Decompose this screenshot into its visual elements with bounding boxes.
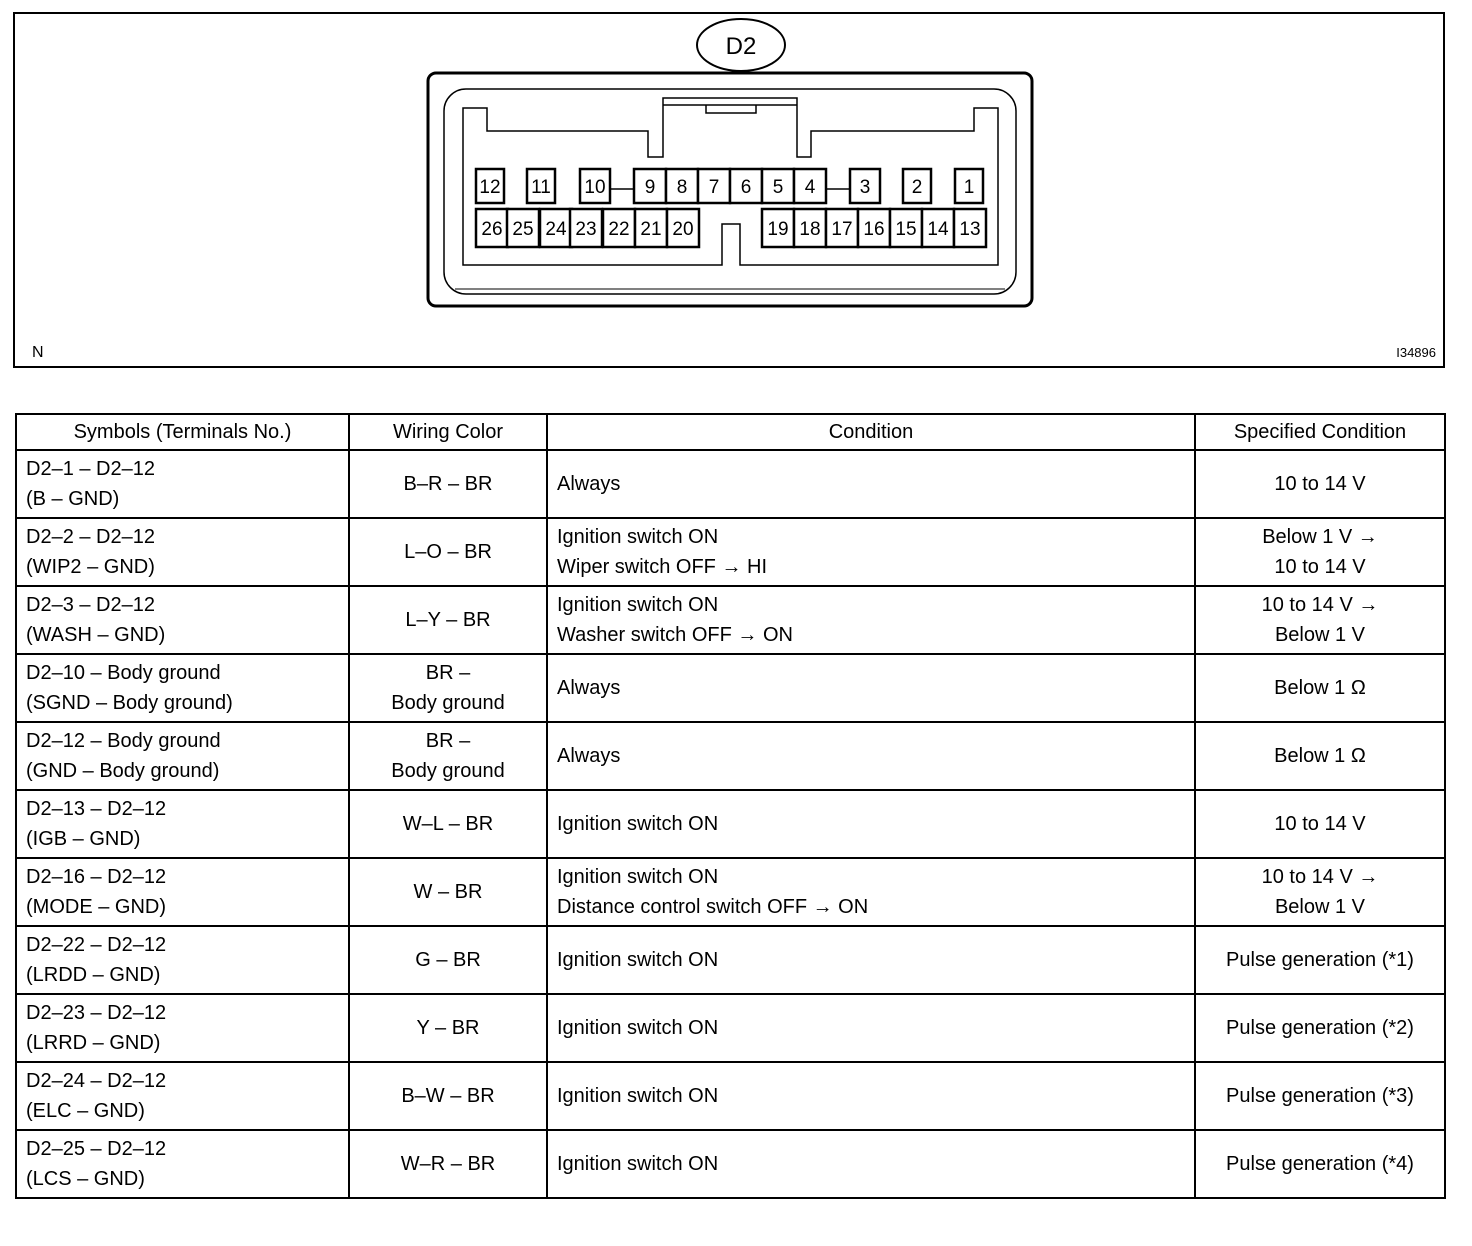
symbol-text: D2–16 – D2–12 xyxy=(26,866,167,888)
pin-24 xyxy=(540,209,572,247)
pin-9 xyxy=(634,169,666,203)
cell-symbol xyxy=(16,1062,349,1130)
symbol-text: D2–13 – D2–12 xyxy=(26,798,167,820)
pin-number: 13 xyxy=(959,219,981,240)
pin-13 xyxy=(954,209,986,247)
symbol-text: (MODE – GND) xyxy=(26,896,166,918)
condition-text: Distance control switch OFF → ON xyxy=(557,896,869,918)
header-specified-condition: Specified Condition xyxy=(1195,414,1445,450)
pin-22 xyxy=(603,209,635,247)
pin-20 xyxy=(667,209,699,247)
pin-16 xyxy=(858,209,890,247)
cell-symbol xyxy=(16,1130,349,1198)
wiring-text: W – BR xyxy=(413,881,483,903)
cell-condition xyxy=(547,518,1195,586)
table-row xyxy=(16,1062,1445,1130)
cell-symbol xyxy=(16,518,349,586)
cell-condition xyxy=(547,1062,1195,1130)
cell-condition xyxy=(547,790,1195,858)
header-symbols: Symbols (Terminals No.) xyxy=(16,414,349,450)
condition-text: Always xyxy=(557,473,621,495)
cell-spec xyxy=(1195,994,1445,1062)
cell-spec xyxy=(1195,722,1445,790)
pin-number: 12 xyxy=(479,177,501,198)
condition-text: Always xyxy=(557,745,621,767)
condition-text: Ignition switch ON xyxy=(557,526,719,548)
pin-number: 6 xyxy=(740,177,752,198)
spec-text: 10 to 14 V xyxy=(1274,473,1366,495)
pin-1 xyxy=(955,169,983,203)
cell-spec xyxy=(1195,858,1445,926)
condition-text: Ignition switch ON xyxy=(557,949,719,971)
spec-text: Below 1 V → xyxy=(1262,526,1378,548)
pin-number: 25 xyxy=(512,219,534,240)
pin-17 xyxy=(826,209,858,247)
pin-21 xyxy=(635,209,667,247)
symbol-text: (B – GND) xyxy=(26,488,120,510)
pin-number: 1 xyxy=(963,177,975,198)
wiring-text: B–W – BR xyxy=(401,1085,495,1107)
pin-12 xyxy=(476,169,504,203)
cell-symbol xyxy=(16,926,349,994)
cell-symbol xyxy=(16,722,349,790)
symbol-text: D2–10 – Body ground xyxy=(26,662,221,684)
pin-number: 23 xyxy=(575,219,597,240)
cell-wiring xyxy=(349,586,547,654)
symbol-text: D2–3 – D2–12 xyxy=(26,594,155,616)
pin-number: 16 xyxy=(863,219,885,240)
cell-wiring xyxy=(349,722,547,790)
pin-number: 20 xyxy=(672,219,694,240)
cell-wiring xyxy=(349,858,547,926)
pin-number: 11 xyxy=(531,177,551,198)
symbol-text: (LRDD – GND) xyxy=(26,964,161,986)
cell-symbol xyxy=(16,994,349,1062)
symbol-text: D2–12 – Body ground xyxy=(26,730,221,752)
cell-condition xyxy=(547,586,1195,654)
cell-symbol xyxy=(16,858,349,926)
pin-number: 18 xyxy=(799,219,821,240)
wiring-text: B–R – BR xyxy=(403,473,493,495)
symbol-text: D2–2 – D2–12 xyxy=(26,526,155,548)
pin-number: 3 xyxy=(859,177,871,198)
pin-18 xyxy=(794,209,826,247)
wiring-text: L–O – BR xyxy=(404,541,492,563)
symbol-text: (LCS – GND) xyxy=(26,1168,145,1190)
cell-condition xyxy=(547,926,1195,994)
wiring-text: Body ground xyxy=(391,760,505,782)
condition-text: Washer switch OFF → ON xyxy=(557,624,793,646)
wiring-text: W–L – BR xyxy=(402,813,494,835)
table-header-row xyxy=(16,414,1445,450)
spec-text: Pulse generation (*4) xyxy=(1226,1153,1414,1175)
pin-25 xyxy=(507,209,539,247)
condition-text: Ignition switch ON xyxy=(557,813,719,835)
cell-spec xyxy=(1195,518,1445,586)
cell-condition xyxy=(547,858,1195,926)
symbol-text: (SGND – Body ground) xyxy=(26,692,233,714)
table-row xyxy=(16,586,1445,654)
wiring-text: BR – xyxy=(425,662,471,684)
pin-6 xyxy=(730,169,762,203)
pin-number: 4 xyxy=(804,177,816,198)
cell-spec xyxy=(1195,1062,1445,1130)
cell-spec xyxy=(1195,790,1445,858)
cell-condition xyxy=(547,994,1195,1062)
symbol-text: D2–22 – D2–12 xyxy=(26,934,167,956)
spec-text: Pulse generation (*1) xyxy=(1226,949,1414,971)
cell-wiring xyxy=(349,790,547,858)
cell-symbol xyxy=(16,790,349,858)
spec-text: Pulse generation (*2) xyxy=(1226,1017,1414,1039)
cell-condition xyxy=(547,654,1195,722)
symbol-text: D2–24 – D2–12 xyxy=(26,1070,167,1092)
symbol-text: D2–1 – D2–12 xyxy=(26,458,155,480)
condition-text: Ignition switch ON xyxy=(557,594,719,616)
symbol-text: (ELC – GND) xyxy=(26,1100,145,1122)
cell-wiring xyxy=(349,1062,547,1130)
condition-text: Ignition switch ON xyxy=(557,1085,719,1107)
pin-23 xyxy=(570,209,602,247)
symbol-text: (WIP2 – GND) xyxy=(26,556,155,578)
symbol-text: (IGB – GND) xyxy=(26,828,141,850)
wiring-text: G – BR xyxy=(415,949,481,971)
condition-text: Ignition switch ON xyxy=(557,1153,719,1175)
wiring-text: Body ground xyxy=(391,692,505,714)
spec-text: Below 1 Ω xyxy=(1274,677,1366,699)
connector-label: D2 xyxy=(725,33,757,60)
pin-10 xyxy=(580,169,610,203)
pin-number: 19 xyxy=(767,219,789,240)
pin-number: 26 xyxy=(481,219,503,240)
condition-text: Wiper switch OFF → HI xyxy=(557,556,768,578)
cell-spec xyxy=(1195,586,1445,654)
spec-text: Below 1 V xyxy=(1274,624,1366,646)
cell-spec xyxy=(1195,1130,1445,1198)
cell-wiring xyxy=(349,654,547,722)
cell-condition xyxy=(547,1130,1195,1198)
condition-text: Ignition switch ON xyxy=(557,866,719,888)
pin-5 xyxy=(762,169,794,203)
cell-spec xyxy=(1195,926,1445,994)
cell-spec xyxy=(1195,654,1445,722)
cell-wiring xyxy=(349,1130,547,1198)
figure-id: I34896 xyxy=(1396,345,1436,360)
spec-text: 10 to 14 V → xyxy=(1261,866,1379,888)
pin-number: 10 xyxy=(584,177,606,198)
cell-wiring xyxy=(349,926,547,994)
wiring-text: Y – BR xyxy=(416,1017,480,1039)
wiring-text: W–R – BR xyxy=(400,1153,496,1175)
table-row xyxy=(16,722,1445,790)
header-condition: Condition xyxy=(547,414,1195,450)
symbol-text: (LRRD – GND) xyxy=(26,1032,161,1054)
table-row xyxy=(16,790,1445,858)
cell-symbol xyxy=(16,450,349,518)
pin-14 xyxy=(922,209,954,247)
cell-symbol xyxy=(16,586,349,654)
header-wiring-color: Wiring Color xyxy=(349,414,547,450)
pin-number: 21 xyxy=(640,219,662,240)
cell-wiring xyxy=(349,450,547,518)
table-row xyxy=(16,926,1445,994)
table-row xyxy=(16,858,1445,926)
pin-number: 2 xyxy=(911,177,923,198)
spec-text: Below 1 V xyxy=(1274,896,1366,918)
pin-number: 14 xyxy=(927,219,949,240)
condition-text: Ignition switch ON xyxy=(557,1017,719,1039)
pin-19 xyxy=(762,209,794,247)
cell-wiring xyxy=(349,994,547,1062)
pin-7 xyxy=(698,169,730,203)
pin-number: 24 xyxy=(545,219,567,240)
condition-text: Always xyxy=(557,677,621,699)
pin-2 xyxy=(903,169,931,203)
cell-condition xyxy=(547,722,1195,790)
wiring-text: BR – xyxy=(425,730,471,752)
spec-text: 10 to 14 V → xyxy=(1261,594,1379,616)
spec-text: 10 to 14 V xyxy=(1274,813,1366,835)
spec-text: 10 to 14 V xyxy=(1274,556,1366,578)
terminal-check-table xyxy=(15,413,1446,1199)
table-row xyxy=(16,518,1445,586)
table-row xyxy=(16,654,1445,722)
pin-number: 7 xyxy=(708,177,720,198)
pin-number: 22 xyxy=(608,219,630,240)
pin-3 xyxy=(850,169,880,203)
pin-11 xyxy=(527,169,555,203)
pin-4 xyxy=(794,169,826,203)
pin-number: 8 xyxy=(676,177,688,198)
table-row xyxy=(16,994,1445,1062)
pin-26 xyxy=(476,209,508,247)
pin-number: 15 xyxy=(895,219,917,240)
pin-number: 9 xyxy=(644,177,656,198)
symbol-text: (GND – Body ground) xyxy=(26,760,220,782)
spec-text: Pulse generation (*3) xyxy=(1226,1085,1414,1107)
table-row xyxy=(16,450,1445,518)
pin-8 xyxy=(666,169,698,203)
wiring-text: L–Y – BR xyxy=(405,609,491,631)
cell-wiring xyxy=(349,518,547,586)
symbol-text: D2–23 – D2–12 xyxy=(26,1002,167,1024)
cell-symbol xyxy=(16,654,349,722)
view-label: N xyxy=(32,344,44,361)
pin-number: 17 xyxy=(831,219,853,240)
cell-condition xyxy=(547,450,1195,518)
connector-diagram xyxy=(0,0,1472,370)
pin-15 xyxy=(890,209,922,247)
pin-number: 5 xyxy=(772,177,784,198)
spec-text: Below 1 Ω xyxy=(1274,745,1366,767)
table-row xyxy=(16,1130,1445,1198)
symbol-text: (WASH – GND) xyxy=(26,624,166,646)
cell-spec xyxy=(1195,450,1445,518)
symbol-text: D2–25 – D2–12 xyxy=(26,1138,167,1160)
